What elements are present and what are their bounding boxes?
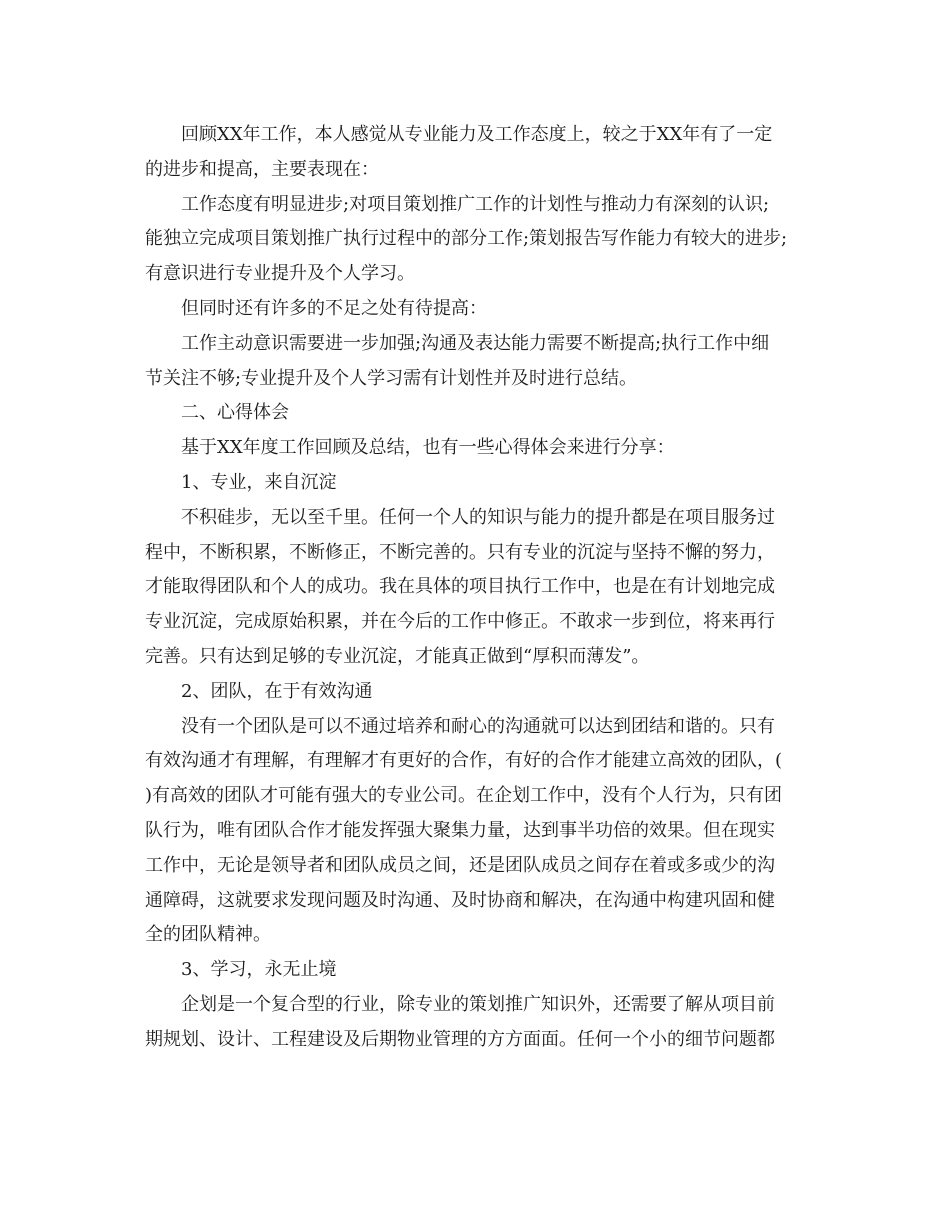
text-line: 的进步和提高，主要表现在：: [145, 158, 379, 180]
text-line: 完善。只有达到足够的专业沉淀，才能真正做到“厚积而薄发”。: [145, 645, 650, 667]
text-line: 基于XX年度工作回顾及总结，也有一些心得体会来进行分享：: [181, 437, 675, 459]
text-line: 3、学习，永无止境: [181, 959, 337, 981]
text-line: 工作中，无论是领导者和团队成员之间，还是团队成员之间存在着或多或少的沟: [145, 854, 775, 876]
text-line: 队行为，唯有团队合作才能发挥强大聚集力量，达到事半功倍的效果。但在现实: [145, 819, 775, 841]
document-body: [145, 118, 805, 1058]
text-line: 期规划、设计、工程建设及后期物业管理的方方面面。任何一个小的细节问题都: [145, 1028, 775, 1050]
text-line: 有效沟通才有理解，有理解才有更好的合作，有好的合作才能建立高效的团队，(: [145, 750, 783, 772]
text-line: 工作主动意识需要进一步加强;沟通及表达能力需要不断提高;执行工作中细: [181, 332, 770, 354]
text-line: 节关注不够;专业提升及个人学习需有计划性并及时进行总结。: [145, 367, 638, 389]
text-line: 不积硅步，无以至千里。任何一个人的知识与能力的提升都是在项目服务过: [181, 506, 775, 528]
text-line: 通障碍，这就要求发现问题及时沟通、及时协商和解决，在沟通中构建巩固和健: [145, 889, 775, 911]
text-line: 回顾XX年工作，本人感觉从专业能力及工作态度上，较之于XX年有了一定: [181, 124, 773, 145]
text-line: 能独立完成项目策划推广执行过程中的部分工作;策划报告写作能力有较大的进步;: [145, 228, 788, 250]
text-line: 企划是一个复合型的行业，除专业的策划推广知识外，还需要了解从项目前: [181, 993, 775, 1015]
text-line: 专业沉淀，完成原始积累，并在今后的工作中修正。不敢求一步到位，将来再行: [145, 611, 775, 633]
text-line: 程中，不断积累，不断修正，不断完善的。只有专业的沉淀与坚持不懈的努力，: [145, 541, 775, 563]
text-line: 没有一个团队是可以不通过培养和耐心的沟通就可以达到团结和谐的。只有: [181, 715, 775, 737]
text-line: 1、专业，来自沉淀: [181, 471, 337, 493]
text-line: 但同时还有许多的不足之处有待提高：: [181, 297, 487, 319]
text-line: 全的团队精神。: [145, 924, 271, 946]
text-line: 二、心得体会: [181, 402, 289, 424]
text-line: 才能取得团队和个人的成功。我在具体的项目执行工作中，也是在有计划地完成: [145, 576, 775, 598]
text-line: 有意识进行专业提升及个人学习。: [145, 263, 415, 285]
text-line: 2、团队，在于有效沟通: [181, 680, 373, 702]
text-line: 工作态度有明显进步;对项目策划推广工作的计划性与推动力有深刻的认识;: [181, 193, 770, 215]
text-line: )有高效的团队才可能有强大的专业公司。在企划工作中，没有个人行为，只有团: [145, 785, 783, 807]
